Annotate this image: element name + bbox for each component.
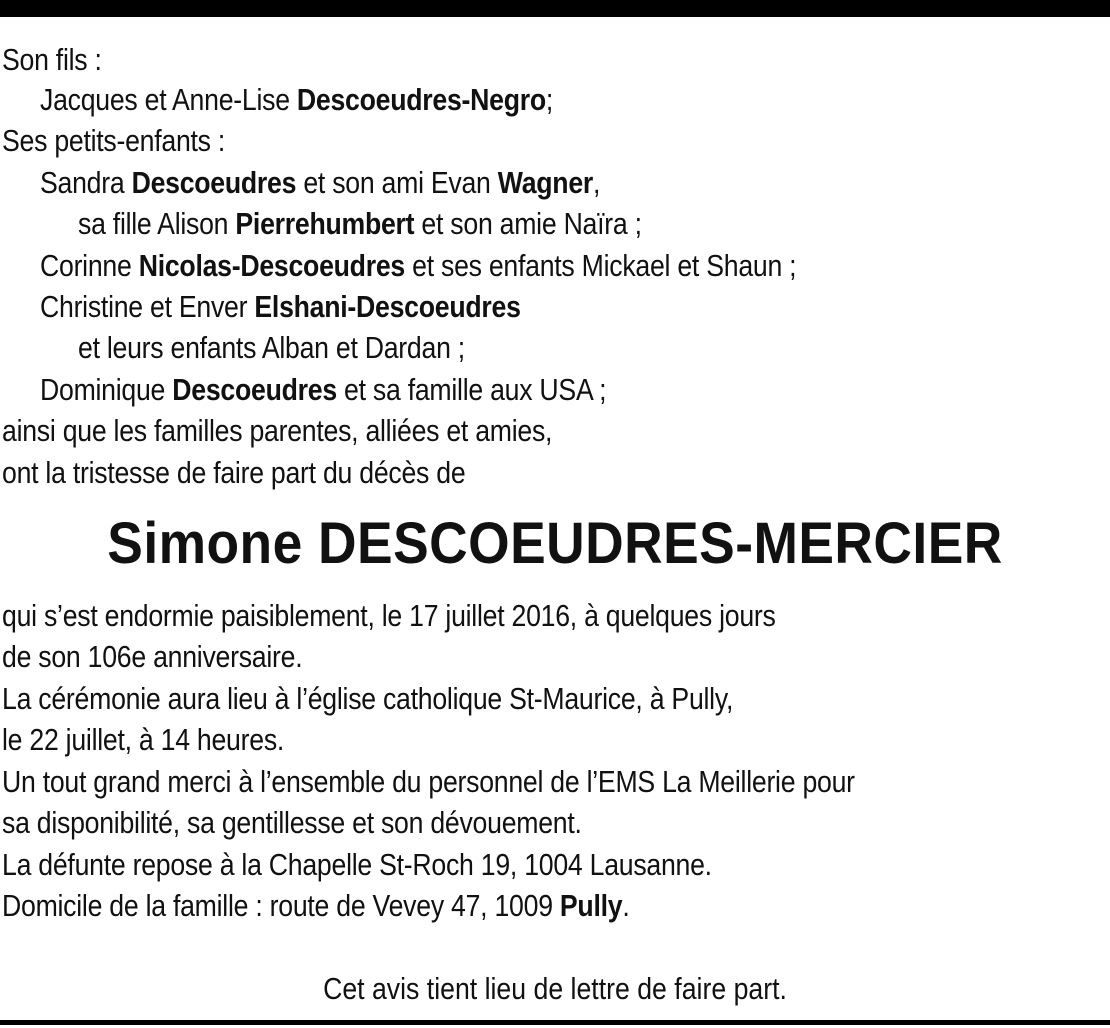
great-grandchild-alison: sa fille Alison Pierrehumbert et son amie Naïra ; <box>78 206 642 241</box>
body-line-6: sa disponibilité, sa gentillesse et son dévouement. <box>2 805 582 840</box>
body-line-3: La cérémonie aura lieu à l’église catholique St-Maurice, à Pully, <box>2 681 734 716</box>
grandchildren-heading: Ses petits-enfants : <box>2 123 226 158</box>
body-line-2: de son 106e anniversaire. <box>2 639 303 674</box>
son-line: Jacques et Anne-Lise Descoeudres-Negro; <box>40 82 554 117</box>
body-line-5: Un tout grand merci à l’ensemble du personnel de l’EMS La Meillerie pour <box>2 764 855 799</box>
announcement-line: ont la tristesse de faire part du décès de <box>2 455 466 490</box>
body-line-8: Domicile de la famille : route de Vevey 47, 1009 Pully. <box>2 888 630 923</box>
bottom-rule <box>0 1020 1110 1025</box>
footer-note: Cet avis tient lieu de lettre de faire part. <box>323 971 787 1006</box>
deceased-name: Simone DESCOEUDRES-MERCIER <box>107 511 1003 576</box>
body-line-7: La défunte repose à la Chapelle St-Roch 19, 1004 Lausanne. <box>2 847 712 882</box>
families-line: ainsi que les familles parentes, alliées et amies, <box>2 413 553 448</box>
son-heading: Son fils : <box>2 42 102 77</box>
body-line-1: qui s’est endormie paisiblement, le 17 juillet 2016, à quelques jours <box>2 598 776 633</box>
body-line-4: le 22 juillet, à 14 heures. <box>2 722 285 757</box>
top-rule <box>0 0 1110 17</box>
great-grandchildren-christine: et leurs enfants Alban et Dardan ; <box>78 330 465 365</box>
grandchild-corinne: Corinne Nicolas-Descoeudres et ses enfants Mickael et Shaun ; <box>40 248 797 283</box>
grandchild-dominique: Dominique Descoeudres et sa famille aux USA ; <box>40 372 607 407</box>
grandchild-christine: Christine et Enver Elshani-Descoeudres <box>40 289 521 324</box>
grandchild-sandra: Sandra Descoeudres et son ami Evan Wagner, <box>40 165 601 200</box>
